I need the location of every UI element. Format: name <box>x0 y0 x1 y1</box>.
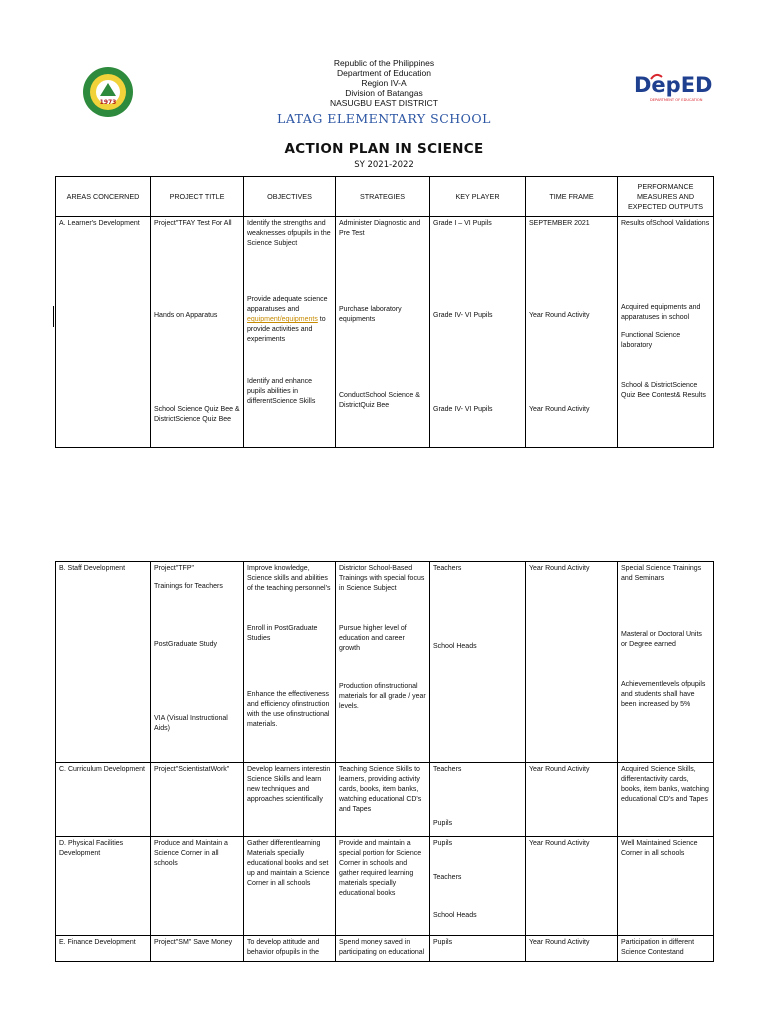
project-item: VIA (Visual Instructional Aids) <box>154 715 228 732</box>
strategies-cell: Teaching Science Skills to learners, providing activity cards, books, item banks, watching educational CD's and Tapes <box>336 763 430 837</box>
seal-year: 1973 <box>99 99 117 106</box>
table-row-curriculum <box>56 763 714 837</box>
area-label: E. Finance Development <box>59 939 136 946</box>
time-frame-cell: Year Round Activity <box>526 837 618 936</box>
output-item: Functional Science laboratory <box>621 332 681 349</box>
output-item: Achievementlevels ofpupils and students shall have been increased by 5% <box>621 681 706 708</box>
key-player-item: Teachers <box>433 874 462 881</box>
objective-item: Improve knowledge, Science skills and abilities of the teaching personnel's <box>247 565 331 592</box>
objective-text: Provide adequate science apparatuses and <box>247 296 328 313</box>
outputs-cell: Well Maintained Science Corner in all schools <box>618 837 714 936</box>
column-header: PERFORMANCE MEASURES AND EXPECTED OUTPUTS <box>618 177 714 217</box>
key-player-item: Teachers <box>433 766 462 773</box>
project-item: PostGraduate Study <box>154 641 218 648</box>
area-cell <box>56 936 151 962</box>
area-cell <box>56 837 151 936</box>
area-cell <box>56 562 151 763</box>
strategy-item: Administer Diagnostic and Pre Test <box>339 220 421 237</box>
objective-text: to provide activities and experiments <box>247 316 326 343</box>
project-item: Hands on Apparatus <box>154 312 218 319</box>
objective-item: Enroll in PostGraduate Studies <box>247 625 318 642</box>
deped-logo-icon <box>634 70 713 104</box>
column-header: OBJECTIVES <box>244 177 336 217</box>
action-plan-table-page1 <box>55 176 714 448</box>
output-item: Results ofSchool Validations <box>621 220 710 227</box>
project-cell: Produce and Maintain a Science Corner in all schools <box>151 837 244 936</box>
time-frame-item: Year Round Activity <box>529 406 590 413</box>
key-player-item: Grade I – VI Pupils <box>433 220 492 227</box>
key-player-cell <box>430 763 526 837</box>
gov-line: Region IV-A <box>361 78 407 88</box>
column-header: KEY PLAYER <box>430 177 526 217</box>
time-frame-cell: Year Round Activity <box>526 936 618 962</box>
key-player-item: Teachers <box>433 565 462 572</box>
strategies-cell <box>336 217 430 448</box>
strategy-item: Districtor School-Based Trainings with special focus in Science Subject <box>339 565 425 592</box>
table-row-learners <box>56 217 714 448</box>
key-player-item: Grade IV- VI Pupils <box>433 312 493 319</box>
project-item: Trainings for Teachers <box>154 583 223 590</box>
column-header: STRATEGIES <box>336 177 430 217</box>
time-frame-item: Year Round Activity <box>529 565 590 572</box>
area-label: B. Staff Development <box>59 565 126 572</box>
objectives-cell: Gather differentlearning Materials specially educational books and set up and maintain a Science Corner in all schools <box>244 837 336 936</box>
project-cell <box>151 217 244 448</box>
project-item: Project"TFAY Test For All <box>154 220 232 227</box>
time-frame-item: Year Round Activity <box>529 312 590 319</box>
highlighted-text: equipment/equipments <box>247 316 318 323</box>
project-item: Project"TFP" <box>154 565 194 572</box>
table-row-staff <box>56 562 714 763</box>
column-header: AREAS CONCERNED <box>56 177 151 217</box>
strategy-item: Purchase laboratory equipments <box>339 306 402 323</box>
time-frame-item: SEPTEMBER 2021 <box>529 220 590 227</box>
output-item: Special Science Trainings and Seminars <box>621 565 702 582</box>
objectives-cell: To develop attitude and behavior ofpupils in the <box>244 936 336 962</box>
key-player-cell <box>430 837 526 936</box>
key-player-item: School Heads <box>433 643 477 650</box>
strategies-cell: Spend money saved in participating on educational <box>336 936 430 962</box>
gov-line: NASUGBU EAST DISTRICT <box>330 98 438 108</box>
area-label: C. Curriculum Development <box>59 766 145 773</box>
key-player-item: Pupils <box>433 820 453 827</box>
objective-item: Identify and enhance pupils abilities in differentScience Skills <box>247 378 316 405</box>
strategies-cell <box>336 562 430 763</box>
deped-logo-text: DepED <box>634 73 713 97</box>
objectives-cell <box>244 562 336 763</box>
objective-item: Identify the strengths and weaknesses ofpupils in the Science Subject <box>247 220 331 247</box>
strategy-item: Production ofinstructional materials for all grade / year levels. <box>339 683 426 710</box>
output-item: School & DistrictScience Quiz Bee Contest& Results <box>621 382 706 399</box>
project-cell: Project"ScientistatWork" <box>151 763 244 837</box>
area-cell <box>56 763 151 837</box>
key-player-cell <box>430 562 526 763</box>
key-player-item: Pupils <box>433 840 453 847</box>
table-header-row <box>56 177 714 217</box>
action-plan-table-page2 <box>55 561 714 962</box>
table-row-finance <box>56 936 714 962</box>
time-frame-cell: Year Round Activity <box>526 763 618 837</box>
time-frame-cell <box>526 217 618 448</box>
school-name: LATAG ELEMENTARY SCHOOL <box>277 111 491 126</box>
objectives-cell <box>244 217 336 448</box>
project-cell: Project"SM" Save Money <box>151 936 244 962</box>
outputs-cell: Participation in different Science Contestand <box>618 936 714 962</box>
document-title: ACTION PLAN IN SCIENCE <box>284 141 484 157</box>
area-cell <box>56 217 151 448</box>
objectives-cell: Develop learners interestin Science Skills and learn new techniques and approaches scientifically <box>244 763 336 837</box>
outputs-cell <box>618 217 714 448</box>
column-header: TIME FRAME <box>526 177 618 217</box>
project-item: School Science Quiz Bee & DistrictScience Quiz Bee <box>154 406 240 423</box>
strategy-item: ConductSchool Science & DistrictQuiz Bee <box>339 392 420 409</box>
strategy-item: Pursue higher level of education and career growth <box>339 625 407 652</box>
table-row-physical <box>56 837 714 936</box>
column-header: PROJECT TITLE <box>151 177 244 217</box>
time-frame-cell <box>526 562 618 763</box>
objective-item <box>247 295 332 345</box>
deped-tagline: DEPARTMENT OF EDUCATION <box>650 98 703 102</box>
output-item: Masteral or Doctoral Units or Degree earned <box>621 631 702 648</box>
gov-line: Republic of the Philippines <box>333 58 435 68</box>
key-player-item: School Heads <box>433 912 477 919</box>
area-label: A. Learner's Development <box>59 220 140 227</box>
gov-line: Division of Batangas <box>345 88 423 98</box>
school-year: SY 2021-2022 <box>354 160 414 170</box>
outputs-cell <box>618 562 714 763</box>
outputs-cell: Acquired Science Skills, differentactivity cards, books, item banks, watching educational CD's and Tapes <box>618 763 714 837</box>
gov-line: Department of Education <box>336 68 432 78</box>
strategies-cell: Provide and maintain a special portion for Science Corner in schools and gather required learning materials specially educational books <box>336 837 430 936</box>
area-label: D. Physical Facilities Development <box>59 840 124 857</box>
key-player-item: Grade IV- VI Pupils <box>433 406 493 413</box>
key-player-cell: Pupils <box>430 936 526 962</box>
key-player-cell <box>430 217 526 448</box>
objective-item: Enhance the effectiveness and efficiency ofinstruction with the use ofinstructional materials. <box>247 691 330 728</box>
output-item: Acquired equipments and apparatuses in school <box>621 304 701 321</box>
text-cursor <box>53 306 54 327</box>
project-cell <box>151 562 244 763</box>
